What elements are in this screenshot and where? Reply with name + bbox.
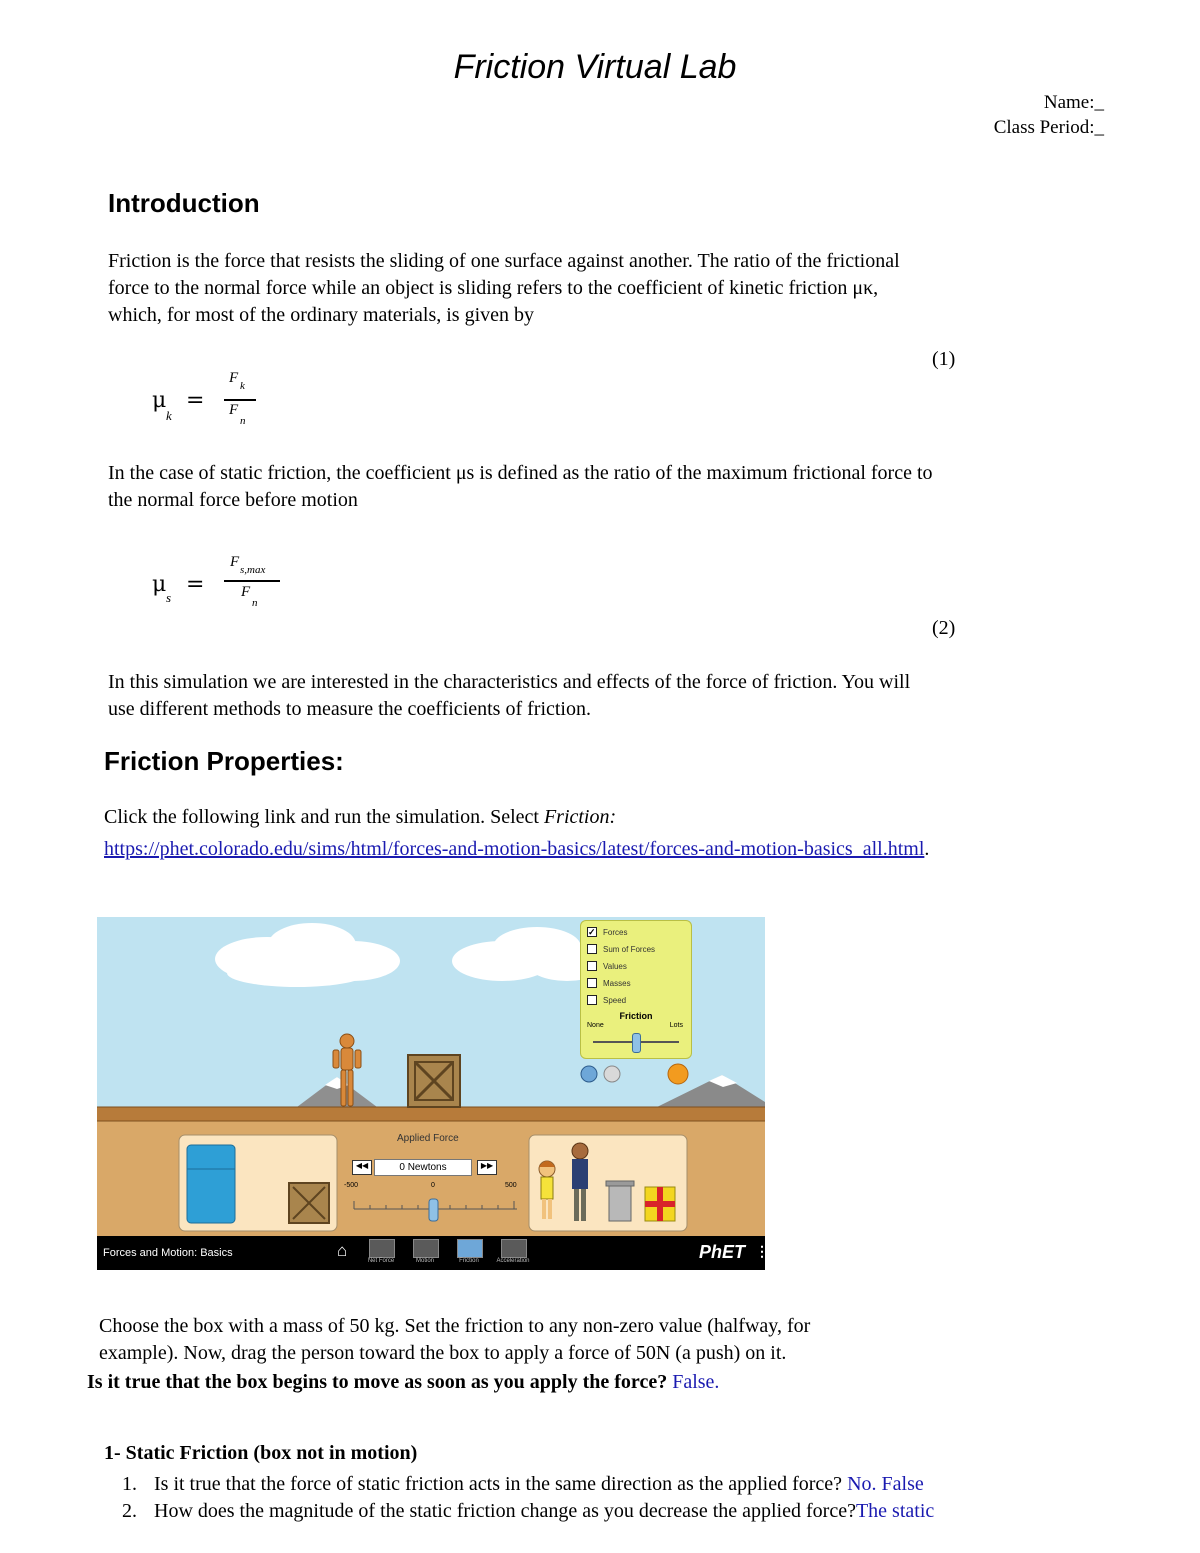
eq2-denominator-subscript: n: [252, 597, 258, 609]
tab-label[interactable]: Acceleration: [496, 1258, 530, 1264]
friction-none-label: None: [587, 1022, 604, 1029]
tab-net-force-icon[interactable]: [369, 1239, 395, 1258]
menu-icon[interactable]: ⋮: [755, 1245, 769, 1260]
gift-box: [645, 1187, 675, 1221]
intro-p1-line3: which, for most of the ordinary materials, is given by: [108, 304, 535, 326]
eq1-mu-symbol: μ: [152, 388, 167, 413]
crate: [408, 1055, 460, 1107]
page-title: Friction Virtual Lab: [453, 48, 737, 86]
checkbox-forces[interactable]: ✓: [588, 927, 596, 937]
force-scale-mid: 0: [431, 1182, 435, 1189]
small-crate: [289, 1183, 329, 1223]
eq1-equals: =: [186, 388, 205, 413]
eq1-mu-subscript: k: [166, 408, 172, 423]
eq2-numerator: F: [230, 554, 240, 570]
sim-navbar: [97, 1236, 769, 1270]
static-question-list: [122, 1471, 1192, 1525]
eq2-numerator-subscript: s,max: [240, 564, 266, 576]
force-scale-max: 500: [505, 1182, 517, 1189]
intro-p3-line1: In this simulation we are interested in the characteristics and effects of the force of friction. You will: [108, 671, 911, 693]
answer-text: No. False: [847, 1473, 924, 1495]
tab-label[interactable]: Net Force: [367, 1258, 395, 1264]
question-text: How does the magnitude of the static friction change as you decrease the applied force?: [154, 1500, 856, 1522]
question-number: 2.: [122, 1500, 137, 1522]
eq1-fraction-bar: [224, 399, 256, 401]
static-question-item: [122, 1498, 1192, 1525]
force-value-display: 0 Newtons: [374, 1159, 472, 1176]
step-button[interactable]: [604, 1066, 620, 1082]
intro-p1-line1: Friction is the force that resists the sliding of one surface against another. The ratio of the frictional: [108, 250, 900, 272]
phet-simulation-link[interactable]: https://phet.colorado.edu/sims/html/forces-and-motion-basics/latest/forces-and-motion-basics_all.html: [104, 838, 925, 860]
friction-properties-heading: Friction Properties:: [104, 746, 344, 776]
eq2-fraction-bar: [224, 580, 280, 582]
fridge: [187, 1145, 235, 1223]
instruction-friction-italic: Friction:: [543, 806, 617, 828]
eq2-mu-subscript: s: [166, 590, 172, 605]
eq2-mu-symbol: μ: [152, 572, 167, 597]
ground-brick-strip: [97, 1107, 765, 1121]
tab-label[interactable]: Friction: [459, 1258, 479, 1264]
friction-slider-thumb[interactable]: [632, 1033, 641, 1053]
trash-can: [606, 1181, 634, 1221]
intro-p2-line2: the normal force before motion: [108, 489, 358, 511]
phet-logo: PhET: [699, 1242, 746, 1262]
checkbox-sum-of-forces[interactable]: [587, 944, 597, 954]
intro-p2-line1: In the case of static friction, the coefficient μs is defined as the ratio of the maximum frictional force to: [108, 462, 933, 484]
force-increase-fast-button[interactable]: ▶▶: [477, 1160, 497, 1175]
equation-2: [152, 552, 302, 614]
name-field-label[interactable]: Name:_: [1043, 92, 1104, 113]
display-options-panel: [580, 920, 692, 1059]
eq1-denominator-subscript: n: [240, 415, 246, 427]
task-answer: False.: [672, 1371, 720, 1393]
instruction-text: Click the following link and run the simulation. Select: [104, 806, 544, 828]
simulation-screenshot: [97, 917, 769, 1270]
intro-paragraph-3: [108, 669, 910, 723]
equation-1-number: (1): [932, 348, 956, 370]
eq1-numerator: F: [229, 370, 239, 386]
checkbox-values[interactable]: [587, 961, 597, 971]
checkbox-label: Forces: [603, 928, 628, 937]
force-scale-min: -500: [344, 1182, 359, 1189]
checkbox-label: Sum of Forces: [603, 945, 656, 954]
pause-button[interactable]: [581, 1066, 597, 1082]
checkbox-label: Masses: [603, 979, 631, 988]
friction-lots-label: Lots: [669, 1022, 683, 1029]
link-period: .: [924, 838, 930, 860]
checkbox-label: Speed: [603, 996, 627, 1005]
checkbox-masses[interactable]: [587, 978, 597, 988]
task-question-text: Is it true that the box begins to move as soon as you apply the force?: [87, 1371, 668, 1393]
intro-p3-line2: use different methods to measure the coefficients of friction.: [108, 698, 591, 720]
properties-instruction: [104, 804, 616, 831]
task-instructions: [99, 1313, 810, 1367]
static-friction-heading: 1- Static Friction (box not in motion): [104, 1442, 418, 1464]
home-icon[interactable]: ⌂: [337, 1241, 348, 1260]
checkbox-speed[interactable]: [587, 995, 597, 1005]
introduction-heading: Introduction: [108, 188, 260, 218]
tab-label[interactable]: Motion: [415, 1258, 434, 1264]
tab-acceleration-icon[interactable]: [501, 1239, 527, 1258]
task-line2: example). Now, drag the person toward the box to apply a force of 50N (a push) on it.: [99, 1342, 787, 1364]
applied-force-label: Applied Force: [397, 1133, 459, 1144]
sim-title: Forces and Motion: Basics: [103, 1247, 233, 1259]
eq1-denominator: F: [229, 402, 239, 418]
question-text: Is it true that the force of static friction acts in the same direction as the applied force?: [154, 1473, 843, 1495]
simulation-link-line: [104, 836, 929, 863]
equation-1: [152, 368, 272, 430]
static-question-item: [122, 1471, 1192, 1498]
task-line1: Choose the box with a mass of 50 kg. Set the friction to any non-zero value (halfway, for: [99, 1315, 811, 1337]
tab-friction-icon[interactable]: [457, 1239, 483, 1258]
task-question: [87, 1369, 719, 1396]
tab-motion-icon[interactable]: [413, 1239, 439, 1258]
answer-text: The static: [855, 1500, 935, 1522]
class-period-field-label[interactable]: Class Period:_: [993, 117, 1104, 138]
force-decrease-fast-button[interactable]: ◀◀: [352, 1160, 372, 1175]
checkbox-label: Values: [603, 962, 627, 971]
equation-2-number: (2): [932, 617, 956, 639]
intro-paragraph-2: [108, 460, 933, 514]
friction-label: Friction: [619, 1011, 653, 1021]
intro-p1-line2: force to the normal force while an object is sliding refers to the coefficient of kinetic friction μκ,: [108, 277, 879, 299]
intro-paragraph-1: [108, 248, 900, 329]
eq2-equals: =: [186, 572, 205, 597]
eq2-denominator: F: [241, 584, 251, 600]
force-slider-thumb[interactable]: [429, 1199, 438, 1221]
reset-button[interactable]: [668, 1064, 688, 1084]
eq1-numerator-subscript: k: [240, 380, 245, 392]
question-number: 1.: [122, 1473, 137, 1495]
